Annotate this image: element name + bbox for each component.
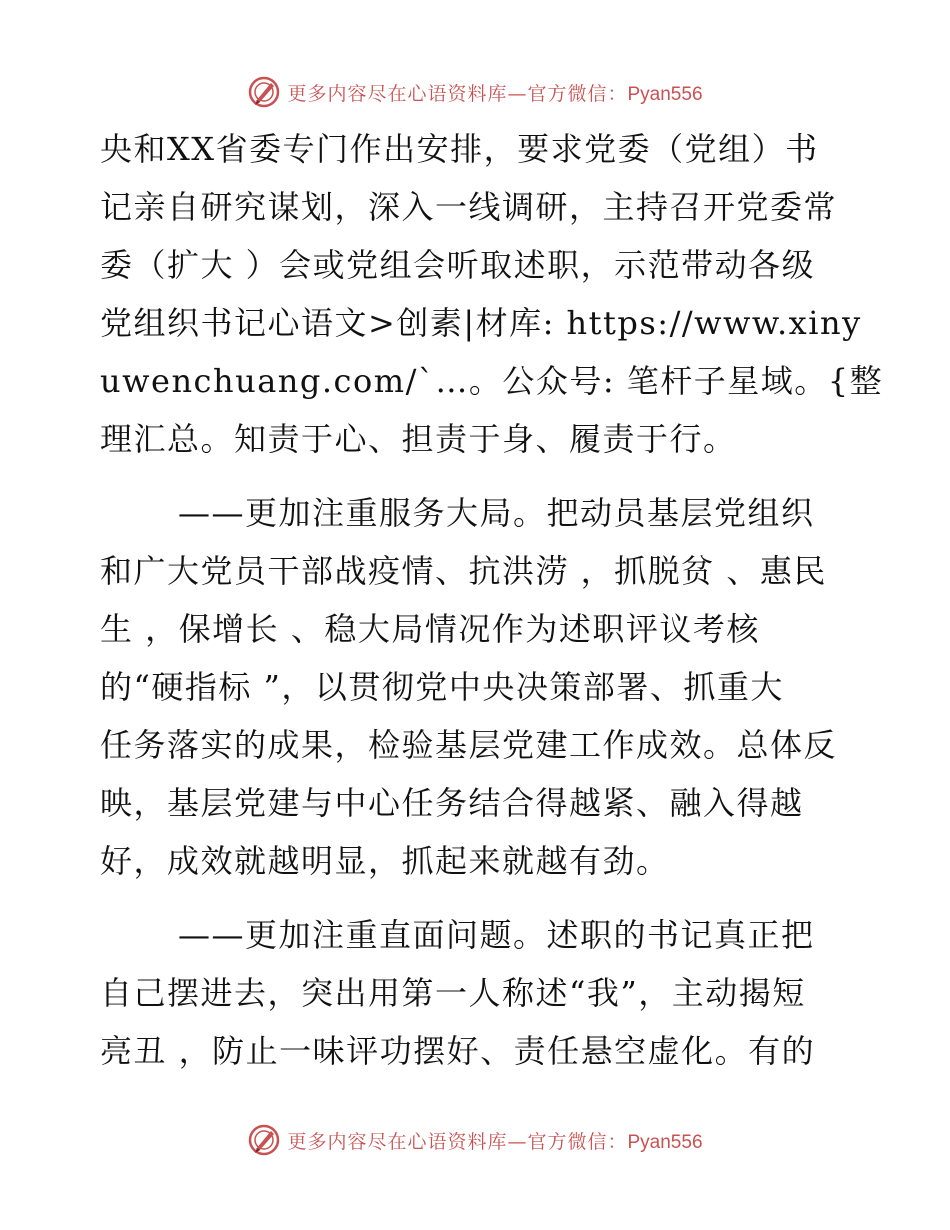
body-line: 的“硬指标 ”，以贯彻党中央决策部署、抓重大 [100, 668, 784, 706]
quill-logo-icon [247, 1123, 281, 1157]
footer-banner [0, 1120, 950, 1160]
body-line: 党组织书记心语文>创素|材库: https://www.xiny [100, 304, 862, 342]
quill-logo-icon [247, 75, 281, 109]
body-line: 映，基层党建与中心任务结合得越紧、融入得越 [100, 784, 804, 822]
body-line: 理汇总。知责于心、担责于身、履责于行。 [100, 420, 737, 458]
header-banner-text: 更多内容尽在心语资料库—官方微信：Pyan556 [287, 82, 703, 105]
footer-banner-brand: Pyan556 [627, 1131, 703, 1153]
header-banner-brand: Pyan556 [627, 83, 703, 105]
body-line-paragraph-start: ——更加注重直面问题。述职的书记真正把 [178, 916, 815, 954]
header-banner [0, 72, 950, 112]
body-line: 记亲自研究谋划，深入一线调研，主持召开党委常 [100, 188, 838, 226]
body-line: 和广大党员干部战疫情、抗洪涝 ，抓脱贫 、惠民 [100, 552, 827, 590]
body-line: 亮丑 ，防止一味评功摆好、责任悬空虚化。有的 [100, 1032, 816, 1070]
body-line: 自己摆进去，突出用第一人称述“我”，主动揭短 [100, 974, 806, 1012]
body-line: 任务落实的成果，检验基层党建工作成效。总体反 [100, 726, 838, 764]
footer-banner-text: 更多内容尽在心语资料库—官方微信：Pyan556 [287, 1130, 703, 1153]
body-line: 好，成效就越明显，抓起来就越有劲。 [100, 842, 670, 880]
body-line-paragraph-start: ——更加注重服务大局。把动员基层党组织 [178, 494, 815, 532]
body-line: 委（扩大 ）会或党组会听取述职，示范带动各级 [100, 246, 816, 284]
body-line: 央和XX省委专门作出安排，要求党委（党组）书 [100, 130, 819, 168]
body-line: uwenchuang.com/`…。公众号: 笔杆子星域。{整 [100, 362, 884, 400]
body-line: 生 ，保增长 、稳大局情况作为述职评议考核 [100, 610, 760, 648]
